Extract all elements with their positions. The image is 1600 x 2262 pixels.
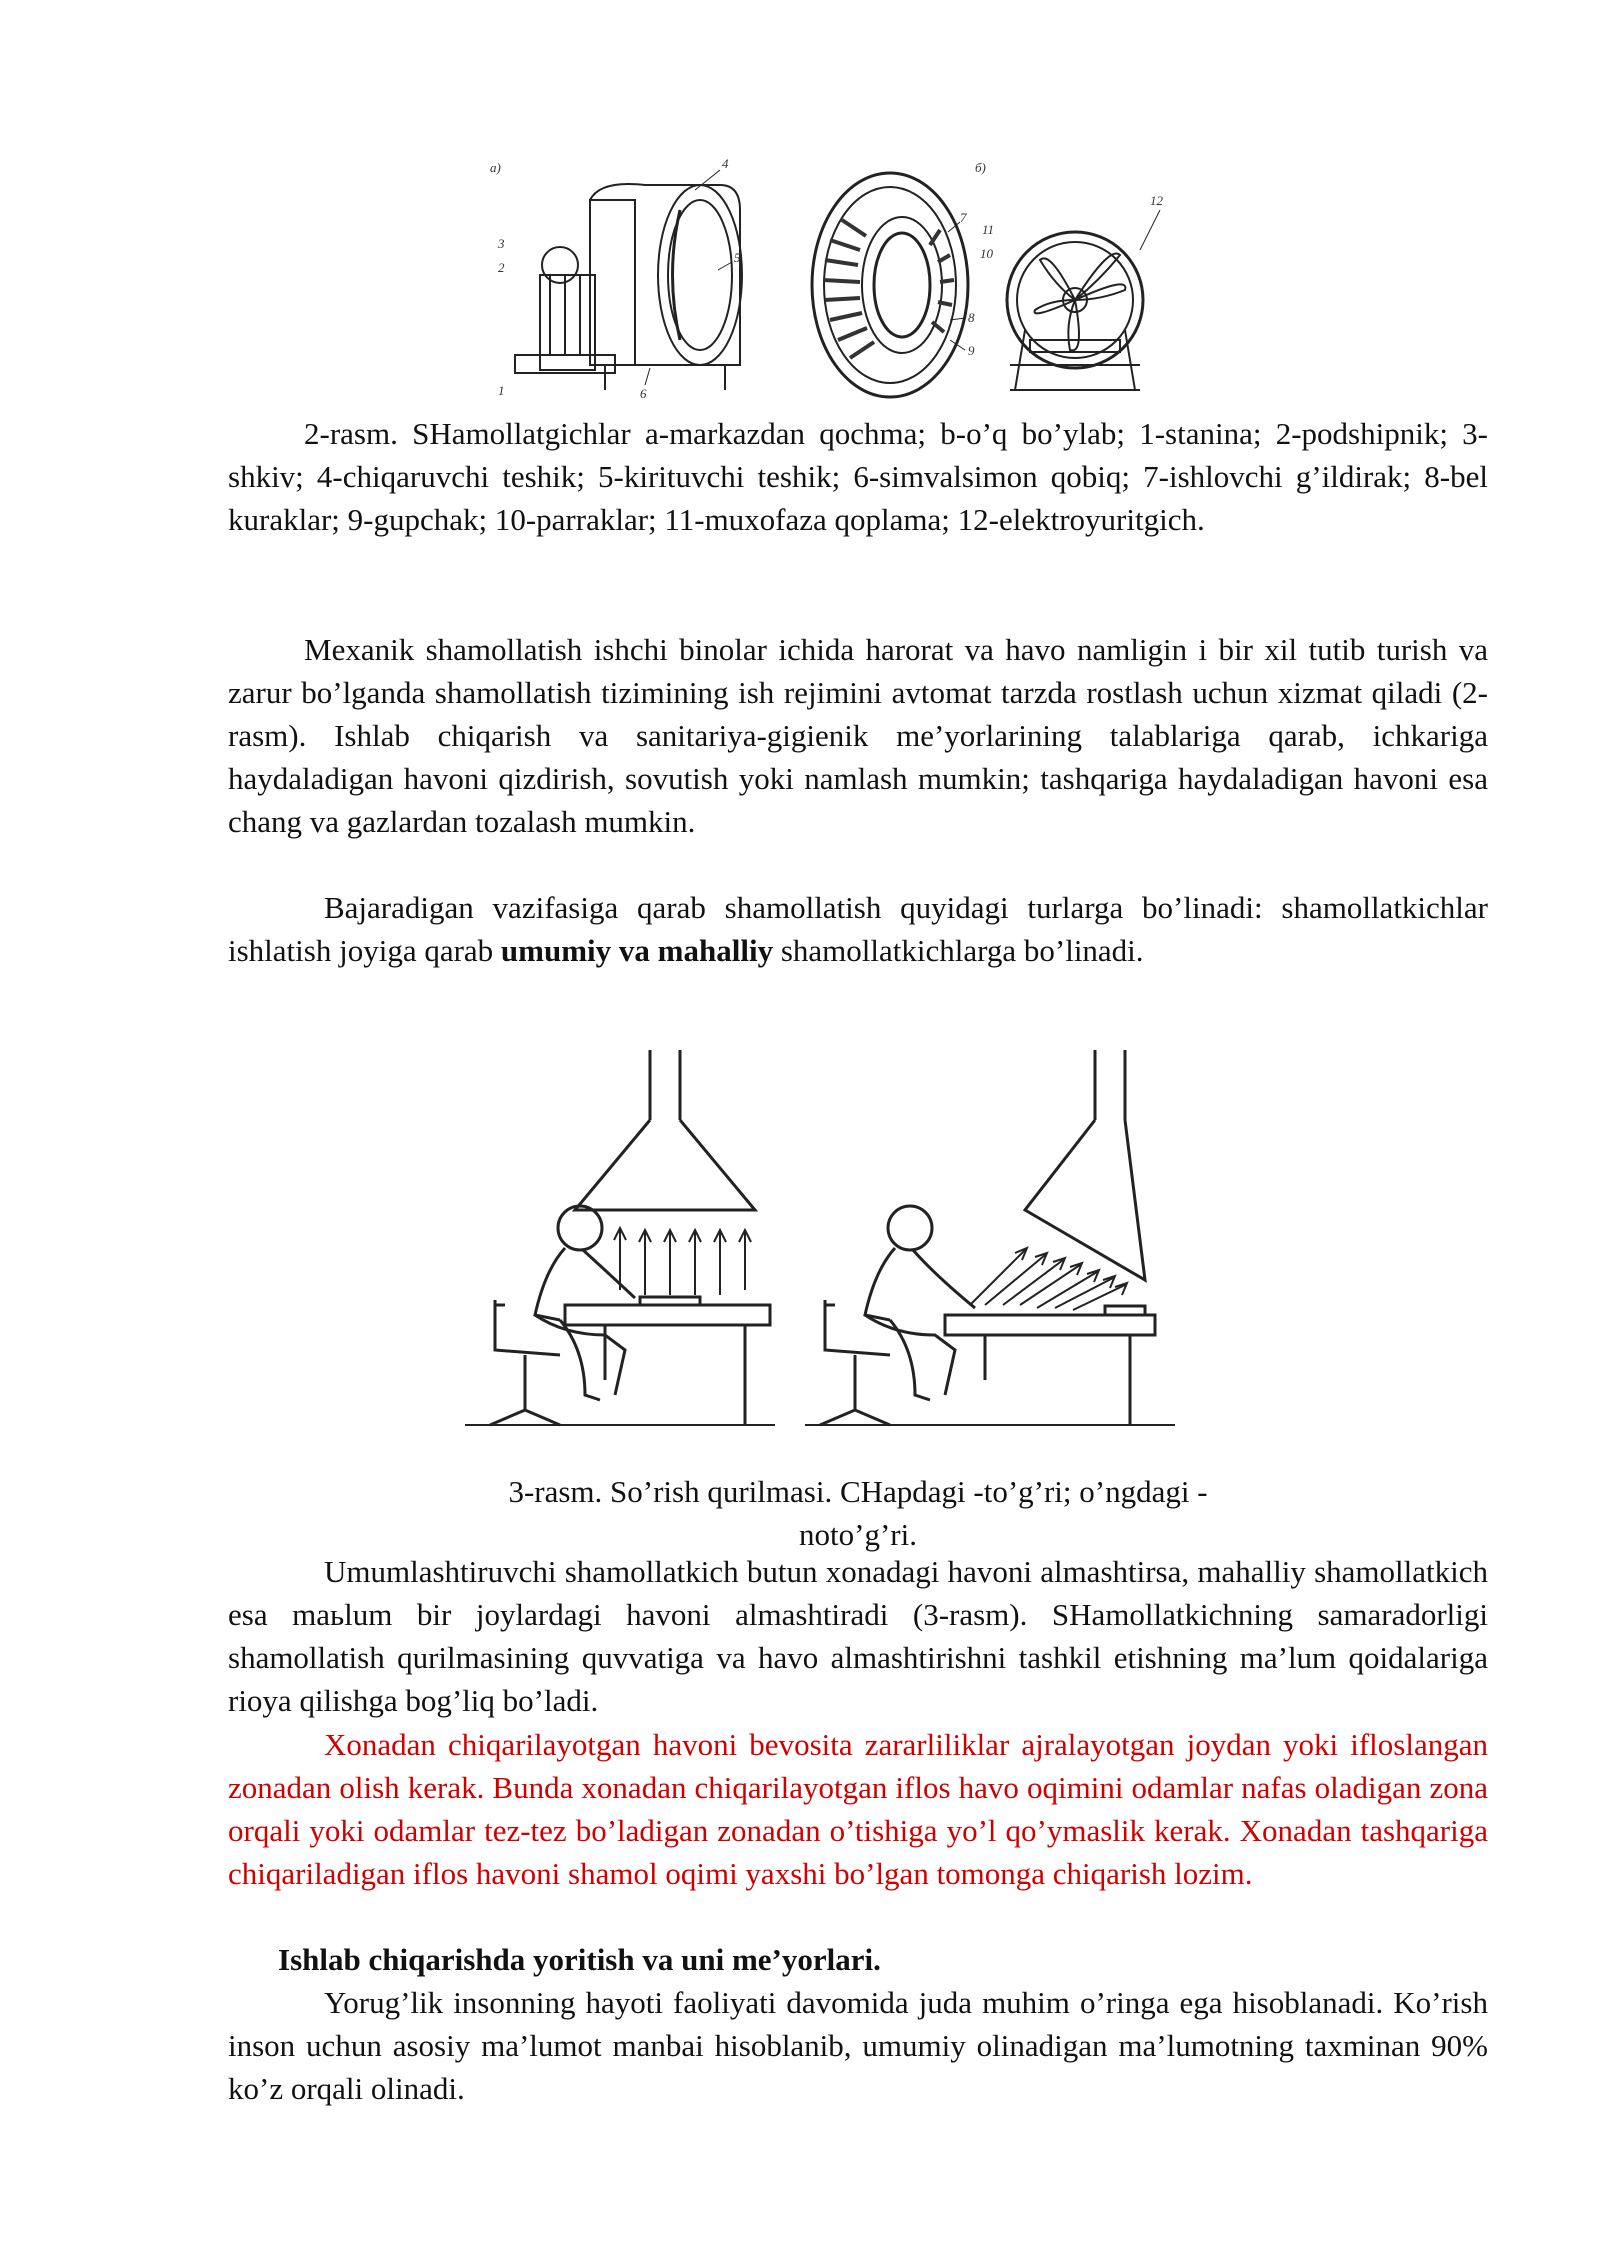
num-1: 1 [498, 383, 505, 398]
figure-2-fans [470, 150, 1170, 400]
num-3: 3 [498, 236, 505, 251]
fan-drawings [470, 150, 1170, 400]
num-4: 4 [722, 156, 729, 171]
paragraph-2-bold: umumiy va mahalliy [500, 933, 774, 968]
paragraph-mechanical-ventilation [228, 628, 1488, 843]
heading-lighting: Ishlab chiqarishda yoritish va uni me’yorlari. [278, 1942, 881, 1977]
num-12: 12 [1150, 193, 1163, 208]
num-2: 2 [498, 260, 505, 275]
section-heading-lighting [278, 1938, 1488, 1981]
paragraph-2 [228, 886, 1488, 972]
num-10: 10 [980, 246, 993, 261]
label-a: a) [490, 160, 501, 175]
paragraph-light [228, 1981, 1488, 2110]
figure-2-caption: 2-rasm. SHamollatgichlar a-markazdan qochma; b-o’q bo’ylab; 1-stanina; 2-podshipnik; 3-shkiv; 4-chiqaruvchi teshik; 5-kirituvchi teshik; 6-simvalsimon qobiq; 7-ishlovchi g’ildirak; 8-bel kuraklar; 9-gupchak; 10-parraklar; 11-muxofaza qoplama; 12-elektroyuritgich. [228, 416, 1488, 537]
num-9: 9 [968, 343, 975, 358]
paragraph-2-tail: shamollatkichlarga bo’linadi. [773, 933, 1144, 968]
num-7: 7 [960, 210, 967, 225]
paragraph-general-local [228, 1550, 1488, 1722]
paragraph-ventilation-types [228, 886, 1488, 972]
paragraph-4-red: Xonadan chiqarilayotgan havoni bevosita zararliliklar ajralayotgan joydan yoki ifloslangan zonadan olish kerak. Bunda xonadan chiqarilayotgan iflos havo oqimini odamlar nafas oladigan zona orqali yoki odamlar tez-tez bo’ladigan zonadan o’tishiga yo’l qo’ymaslik kerak. Xonadan tashqariga chiqariladigan iflos havoni shamol oqimi yaxshi bo’lgan tomonga chiqarish lozim. [228, 1727, 1488, 1891]
paragraph-3: Umumlashtiruvchi shamollatkich butun xonadagi havoni almashtirsa, mahalliy shamollatkich esa maьlum bir joylardagi havoni almashtiradi (3-rasm). SHamollatkichning samaradorligi shamollatish qurilmasining quvvatiga va havo almashtirishni tashkil etishning ma’lum qoidalariga rioya qilishga bog’liq bo’ladi. [228, 1554, 1488, 1718]
label-b: б) [975, 160, 986, 175]
figure-3-suction-device [465, 1050, 1185, 1430]
num-11: 11 [982, 222, 995, 237]
figure-3-caption-line2: noto’g’ri. [799, 1517, 917, 1552]
paragraph-5: Yorug’lik insonning hayoti faoliyati davomida juda muhim o’ringa ega hisoblanadi. Ko’rish inson uchun asosiy ma’lumot manbai hisoblanib, umumiy olinadigan ma’lumotning taxminan 90% ko’z orqali olinadi. [228, 1985, 1488, 2106]
figure-3-caption-block [228, 1470, 1488, 1556]
paragraph-exhaust-red [228, 1723, 1488, 1895]
paragraph-2-lead: Bajaradigan vazifasiga qarab shamollatish quyidagi turlarga bo’linadi: shamollatkichlar ishlatish joyiga qarab [228, 890, 1488, 968]
figure-3-caption-line1: 3-rasm. So’rish qurilmasi. CHapdagi -to’g’ri; o’ngdagi - [508, 1474, 1208, 1509]
num-5: 5 [734, 250, 741, 265]
suction-drawings [465, 1050, 1185, 1430]
figure-2-caption-block [228, 412, 1488, 541]
num-6: 6 [640, 386, 647, 400]
num-8: 8 [968, 310, 975, 325]
paragraph-1: Mexanik shamollatish ishchi binolar ichida harorat va havo namligin i bir xil tutib turish va zarur bo’lganda shamollatish tizimining ish rejimini avtomat tarzda rostlash uchun xizmat qiladi (2-rasm). Ishlab chiqarish va sanitariya-gigienik me’yorlarining talablariga qarab, ichkariga haydaladigan havoni qizdirish, sovutish yoki namlash mumkin; tashqariga haydaladigan havoni esa chang va gazlardan tozalash mumkin. [228, 632, 1488, 839]
